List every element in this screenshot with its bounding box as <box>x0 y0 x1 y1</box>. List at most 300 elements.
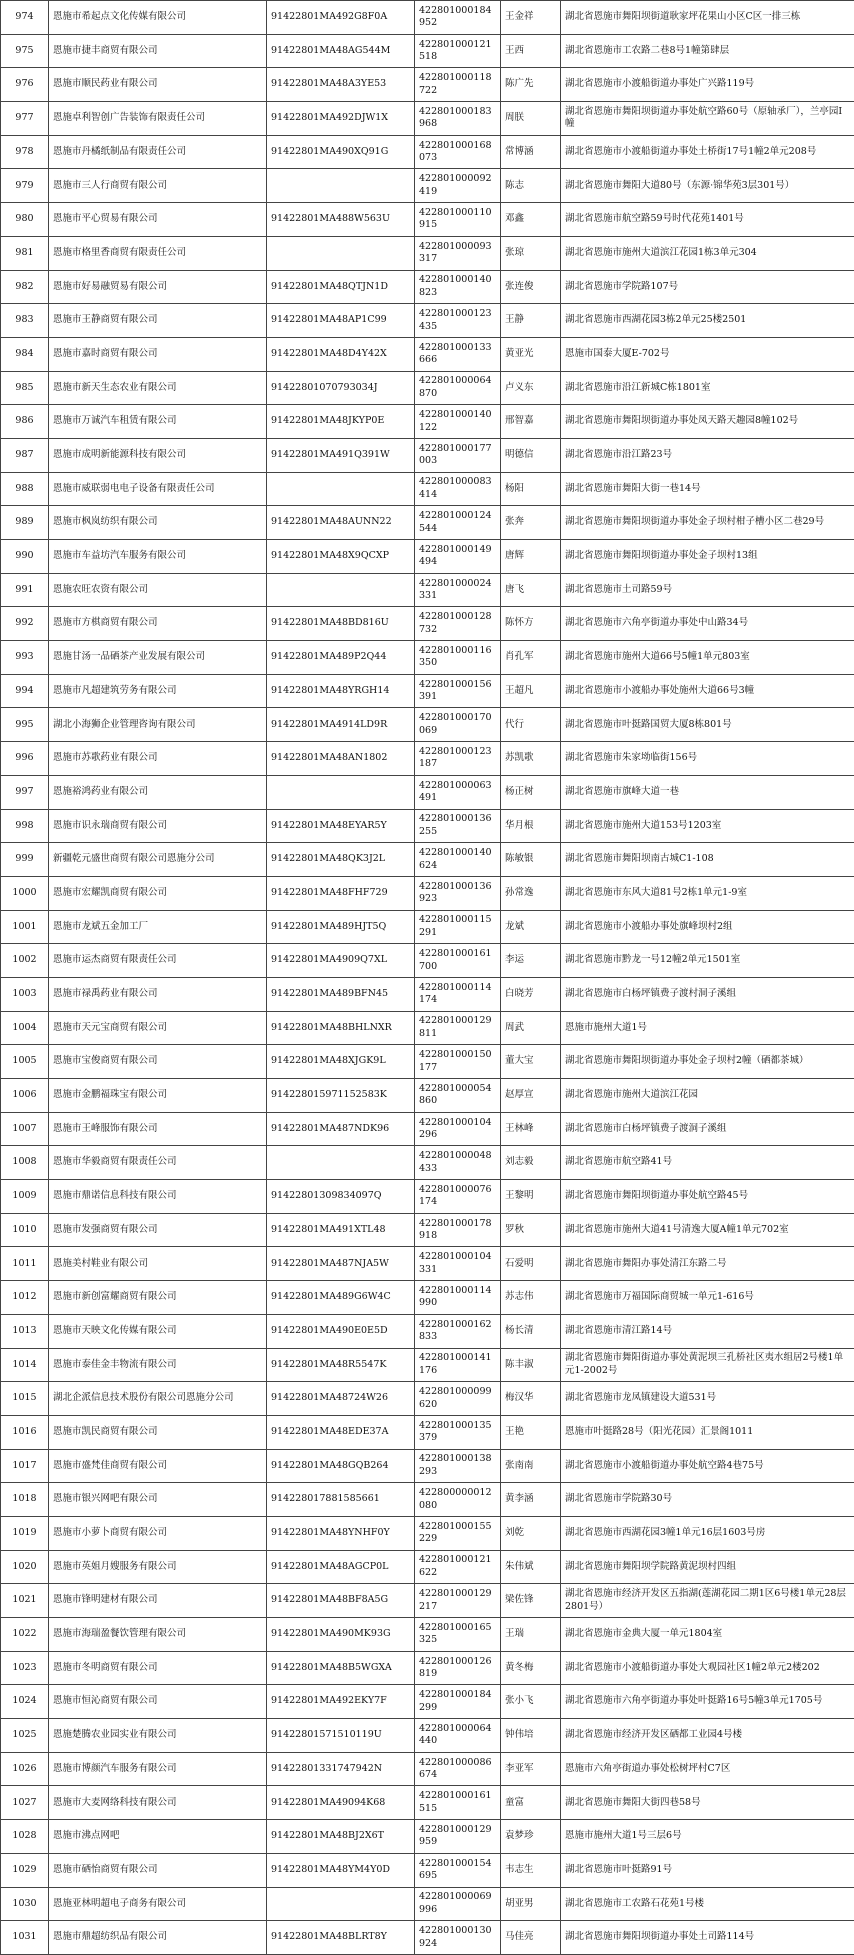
table-row <box>1 1045 854 1079</box>
company-name-cell: 恩施市宝俊商贸有限公司 <box>49 1045 267 1079</box>
serial-number-cell: 1018 <box>1 1483 49 1517</box>
table-row <box>1 169 854 203</box>
registration-number-cell: 422801000129959 <box>415 1820 501 1854</box>
legal-representative-cell: 王金祥 <box>501 1 561 35</box>
legal-representative-cell: 卢义东 <box>501 371 561 405</box>
registration-number-cell: 422801000154695 <box>415 1853 501 1887</box>
address-cell: 恩施市叶挺路28号（阳光花园）汇景阁1011 <box>561 1415 854 1449</box>
table-row <box>1 1719 854 1753</box>
credit-code-cell: 91422801MA4909Q7XL <box>267 944 415 978</box>
table-row <box>1 1651 854 1685</box>
registration-number-cell: 422801000149494 <box>415 540 501 574</box>
legal-representative-cell: 明德信 <box>501 438 561 472</box>
company-name-cell: 恩施市英姐月嫂服务有限公司 <box>49 1550 267 1584</box>
address-cell: 湖北省恩施市万福国际商贸城一单元1-616号 <box>561 1281 854 1315</box>
registration-number-cell: 422801000129811 <box>415 1011 501 1045</box>
serial-number-cell: 1021 <box>1 1584 49 1618</box>
table-row <box>1 674 854 708</box>
credit-code-cell: 91422801MA48AN1802 <box>267 742 415 776</box>
serial-number-cell: 977 <box>1 102 49 136</box>
legal-representative-cell: 张奔 <box>501 506 561 540</box>
serial-number-cell: 997 <box>1 775 49 809</box>
credit-code-cell: 91422801MA48AGCP0L <box>267 1550 415 1584</box>
table-row <box>1 270 854 304</box>
table-row <box>1 1146 854 1180</box>
serial-number-cell: 1030 <box>1 1887 49 1921</box>
table-row <box>1 1382 854 1416</box>
registration-number-cell: 422801000083414 <box>415 472 501 506</box>
address-cell: 湖北省恩施市土司路59号 <box>561 573 854 607</box>
credit-code-cell: 91422801MA48XJGK9L <box>267 1045 415 1079</box>
registration-number-cell: 422801000104296 <box>415 1112 501 1146</box>
serial-number-cell: 982 <box>1 270 49 304</box>
serial-number-cell: 1004 <box>1 1011 49 1045</box>
legal-representative-cell: 白晓芳 <box>501 977 561 1011</box>
serial-number-cell: 985 <box>1 371 49 405</box>
serial-number-cell: 1020 <box>1 1550 49 1584</box>
legal-representative-cell: 马佳亮 <box>501 1921 561 1955</box>
serial-number-cell: 980 <box>1 203 49 237</box>
address-cell: 恩施市施州大道1号三层6号 <box>561 1820 854 1854</box>
serial-number-cell: 1002 <box>1 944 49 978</box>
legal-representative-cell: 代行 <box>501 708 561 742</box>
table-row <box>1 304 854 338</box>
table-row <box>1 809 854 843</box>
address-cell: 湖北省恩施市西湖花园3栋2单元25楼2501 <box>561 304 854 338</box>
credit-code-cell: 91422801070793034J <box>267 371 415 405</box>
table-row <box>1 1752 854 1786</box>
company-name-cell: 恩施市金鹏福珠宝有限公司 <box>49 1079 267 1113</box>
legal-representative-cell: 钟伟培 <box>501 1719 561 1753</box>
company-name-cell: 恩施农旺农资有限公司 <box>49 573 267 607</box>
credit-code-cell: 91422801MA492DJW1X <box>267 102 415 136</box>
address-cell: 湖北省恩施市黔龙一号12幢2单元1501室 <box>561 944 854 978</box>
company-name-cell: 恩施市华毅商贸有限责任公司 <box>49 1146 267 1180</box>
legal-representative-cell: 韦志生 <box>501 1853 561 1887</box>
legal-representative-cell: 王西 <box>501 34 561 68</box>
company-name-cell: 恩施市方棋商贸有限公司 <box>49 607 267 641</box>
registration-number-cell: 422801000161515 <box>415 1786 501 1820</box>
legal-representative-cell: 王静 <box>501 304 561 338</box>
registration-number-cell: 422801000155229 <box>415 1516 501 1550</box>
address-cell: 湖北省恩施市六角亭街道办事处叶挺路16号5幢3单元1705号 <box>561 1685 854 1719</box>
credit-code-cell: 91422801MA48JKYP0E <box>267 405 415 439</box>
credit-code-cell: 91422801MA487NJA5W <box>267 1247 415 1281</box>
address-cell: 湖北省恩施市舞阳坝学院路黄泥坝村四组 <box>561 1550 854 1584</box>
legal-representative-cell: 李运 <box>501 944 561 978</box>
credit-code-cell: 91422801MA48YRGH14 <box>267 674 415 708</box>
legal-representative-cell: 肖孔军 <box>501 641 561 675</box>
legal-representative-cell: 龙斌 <box>501 910 561 944</box>
credit-code-cell: 91422801MA489BFN45 <box>267 977 415 1011</box>
table-row <box>1 742 854 776</box>
serial-number-cell: 992 <box>1 607 49 641</box>
company-name-cell: 恩施市车益坊汽车服务有限公司 <box>49 540 267 574</box>
address-cell: 湖北省恩施市舞阳大道80号（东源·锦华苑3层301号） <box>561 169 854 203</box>
credit-code-cell: 91422801MA49094K68 <box>267 1786 415 1820</box>
legal-representative-cell: 周武 <box>501 1011 561 1045</box>
serial-number-cell: 988 <box>1 472 49 506</box>
serial-number-cell: 1006 <box>1 1079 49 1113</box>
serial-number-cell: 981 <box>1 236 49 270</box>
credit-code-cell <box>267 472 415 506</box>
registration-number-cell: 422801000086674 <box>415 1752 501 1786</box>
legal-representative-cell: 王瑞 <box>501 1618 561 1652</box>
serial-number-cell: 995 <box>1 708 49 742</box>
registration-number-cell: 422801000133666 <box>415 337 501 371</box>
legal-representative-cell: 张小飞 <box>501 1685 561 1719</box>
credit-code-cell: 91422801MA48BJ2X6T <box>267 1820 415 1854</box>
table-row <box>1 506 854 540</box>
address-cell: 湖北省恩施市学院路30号 <box>561 1483 854 1517</box>
address-cell: 湖北省恩施市施州大道滨江花园1栋3单元304 <box>561 236 854 270</box>
serial-number-cell: 994 <box>1 674 49 708</box>
table-row <box>1 1786 854 1820</box>
address-cell: 湖北省恩施市施州大道41号清逸大厦A幢1单元702室 <box>561 1213 854 1247</box>
credit-code-cell: 91422801MA48BD816U <box>267 607 415 641</box>
company-name-cell: 恩施市天映文化传媒有限公司 <box>49 1314 267 1348</box>
legal-representative-cell: 罗秋 <box>501 1213 561 1247</box>
company-name-cell: 恩施市格里香商贸有限责任公司 <box>49 236 267 270</box>
address-cell: 湖北省恩施市小渡船办事处旗峰坝村2组 <box>561 910 854 944</box>
table-row <box>1 236 854 270</box>
address-cell: 湖北省恩施市东风大道81号2栋1单元1-9室 <box>561 876 854 910</box>
address-cell: 湖北省恩施市经济开发区硒都工业园4号楼 <box>561 1719 854 1753</box>
company-name-cell: 湖北企派信息技术股份有限公司恩施分公司 <box>49 1382 267 1416</box>
legal-representative-cell: 邓鑫 <box>501 203 561 237</box>
company-name-cell: 恩施市成明新能源科技有限公司 <box>49 438 267 472</box>
serial-number-cell: 993 <box>1 641 49 675</box>
credit-code-cell: 91422801MA489P2Q44 <box>267 641 415 675</box>
serial-number-cell: 1029 <box>1 1853 49 1887</box>
table-row <box>1 1685 854 1719</box>
legal-representative-cell: 张连俊 <box>501 270 561 304</box>
table-row <box>1 438 854 472</box>
table-row <box>1 337 854 371</box>
address-cell: 湖北省恩施市施州大道153号1203室 <box>561 809 854 843</box>
company-name-cell: 恩施市万诚汽车租赁有限公司 <box>49 405 267 439</box>
table-row <box>1 573 854 607</box>
company-name-cell: 恩施裕鸿药业有限公司 <box>49 775 267 809</box>
registration-number-cell: 422801000168073 <box>415 135 501 169</box>
company-name-cell: 恩施市枫岚纺织有限公司 <box>49 506 267 540</box>
credit-code-cell: 91422801MA48FHF729 <box>267 876 415 910</box>
legal-representative-cell: 梅汉华 <box>501 1382 561 1416</box>
legal-representative-cell: 陈广先 <box>501 68 561 102</box>
table-row <box>1 1348 854 1382</box>
registration-number-cell: 422801000136923 <box>415 876 501 910</box>
legal-representative-cell: 杨阳 <box>501 472 561 506</box>
registration-number-cell: 422801000177003 <box>415 438 501 472</box>
company-name-cell: 恩施市海瑞盈餐饮管理有限公司 <box>49 1618 267 1652</box>
address-cell: 湖北省恩施市舞阳大街四巷58号 <box>561 1786 854 1820</box>
company-name-cell: 恩施市三人行商贸有限公司 <box>49 169 267 203</box>
legal-representative-cell: 唐飞 <box>501 573 561 607</box>
company-name-cell: 恩施市泰佳金丰物流有限公司 <box>49 1348 267 1382</box>
credit-code-cell: 91422801MA48AG544M <box>267 34 415 68</box>
legal-representative-cell: 王艳 <box>501 1415 561 1449</box>
table-row <box>1 843 854 877</box>
company-name-cell: 恩施市王峰服饰有限公司 <box>49 1112 267 1146</box>
credit-code-cell: 91422801MA491XTL48 <box>267 1213 415 1247</box>
company-name-cell: 恩施市苏歌药业有限公司 <box>49 742 267 776</box>
credit-code-cell: 91422801MA491Q391W <box>267 438 415 472</box>
serial-number-cell: 1003 <box>1 977 49 1011</box>
table-row <box>1 1618 854 1652</box>
company-name-cell: 恩施市恒沁商贸有限公司 <box>49 1685 267 1719</box>
registration-number-cell: 422801000170069 <box>415 708 501 742</box>
registration-number-cell: 422801000104331 <box>415 1247 501 1281</box>
table-row <box>1 1483 854 1517</box>
credit-code-cell: 91422801MA48QTJN1D <box>267 270 415 304</box>
company-name-cell: 恩施市沸点网吧 <box>49 1820 267 1854</box>
credit-code-cell <box>267 775 415 809</box>
table-row <box>1 203 854 237</box>
table-row <box>1 135 854 169</box>
address-cell: 湖北省恩施市小渡船办事处施州大道66号3幢 <box>561 674 854 708</box>
credit-code-cell: 91422801MA48724W26 <box>267 1382 415 1416</box>
table-row <box>1 1550 854 1584</box>
company-name-cell: 恩施楚腾农业园实业有限公司 <box>49 1719 267 1753</box>
company-name-cell: 恩施市银兴网吧有限公司 <box>49 1483 267 1517</box>
company-name-cell: 恩施市丹橘纸制品有限责任公司 <box>49 135 267 169</box>
address-cell: 湖北省恩施市小渡船街道办事处土桥街17号1幢2单元208号 <box>561 135 854 169</box>
company-name-cell: 恩施市发强商贸有限公司 <box>49 1213 267 1247</box>
address-cell: 湖北省恩施市施州大道滨江花园 <box>561 1079 854 1113</box>
address-cell: 湖北省恩施市舞阳街道办事处黄泥坝三孔桥社区夷水组居2号楼1单元1-2002号 <box>561 1348 854 1382</box>
serial-number-cell: 1012 <box>1 1281 49 1315</box>
serial-number-cell: 974 <box>1 1 49 35</box>
table-row <box>1 708 854 742</box>
company-name-cell: 恩施市龙斌五金加工厂 <box>49 910 267 944</box>
registration-number-cell: 422801000024331 <box>415 573 501 607</box>
company-name-cell: 恩施市盛梵佳商贸有限公司 <box>49 1449 267 1483</box>
credit-code-cell: 9142280130983​4097Q <box>267 1180 415 1214</box>
address-cell: 湖北省恩施市学院路107号 <box>561 270 854 304</box>
serial-number-cell: 987 <box>1 438 49 472</box>
credit-code-cell: 91422801MA490XQ91G <box>267 135 415 169</box>
table-row <box>1 1853 854 1887</box>
serial-number-cell: 1026 <box>1 1752 49 1786</box>
table-row <box>1 1180 854 1214</box>
registration-number-cell: 422801000140122 <box>415 405 501 439</box>
serial-number-cell: 1022 <box>1 1618 49 1652</box>
serial-number-cell: 991 <box>1 573 49 607</box>
address-cell: 湖北省恩施市舞阳坝街道办事处土司路114号 <box>561 1921 854 1955</box>
table-row <box>1 1 854 35</box>
company-name-cell: 恩施市天元宝商贸有限公司 <box>49 1011 267 1045</box>
address-cell: 湖北省恩施市舞阳坝街道办事处金子坝村柑子槽小区二巷29号 <box>561 506 854 540</box>
registration-number-cell: 422801000140823 <box>415 270 501 304</box>
legal-representative-cell: 刘乾 <box>501 1516 561 1550</box>
registration-number-cell: 422801000069996 <box>415 1887 501 1921</box>
credit-code-cell <box>267 1146 415 1180</box>
table-row <box>1 1213 854 1247</box>
registration-number-cell: 422801000123435 <box>415 304 501 338</box>
table-row <box>1 1314 854 1348</box>
table-row <box>1 910 854 944</box>
legal-representative-cell: 袁梦珍 <box>501 1820 561 1854</box>
serial-number-cell: 978 <box>1 135 49 169</box>
address-cell: 湖北省恩施市舞阳坝街道办事处航空路60号（原轴承厂），兰亭园I幢 <box>561 102 854 136</box>
table-row <box>1 540 854 574</box>
serial-number-cell: 1031 <box>1 1921 49 1955</box>
table-row <box>1 405 854 439</box>
credit-code-cell: 91422801MA490E0E5D <box>267 1314 415 1348</box>
address-cell: 湖北省恩施市舞阳大街一巷14号 <box>561 472 854 506</box>
registration-number-cell: 422801000114990 <box>415 1281 501 1315</box>
company-name-cell: 恩施甘汤一品硒茶产业发展有限公司 <box>49 641 267 675</box>
address-cell: 湖北省恩施市航空路41号 <box>561 1146 854 1180</box>
credit-code-cell: 91422801MA48BLRT8Y <box>267 1921 415 1955</box>
address-cell: 湖北省恩施市舞阳坝街道办事处航空路45号 <box>561 1180 854 1214</box>
registration-number-cell: 422801000048433 <box>415 1146 501 1180</box>
legal-representative-cell: 刘志毅 <box>501 1146 561 1180</box>
serial-number-cell: 1027 <box>1 1786 49 1820</box>
credit-code-cell <box>267 1887 415 1921</box>
table-row <box>1 1820 854 1854</box>
company-name-cell: 恩施市新创富耀商贸有限公司 <box>49 1281 267 1315</box>
legal-representative-cell: 苏志伟 <box>501 1281 561 1315</box>
registration-number-cell: 422801000123187 <box>415 742 501 776</box>
credit-code-cell: 91422801MA489G6W4C <box>267 1281 415 1315</box>
registration-number-cell: 422801000128732 <box>415 607 501 641</box>
address-cell: 湖北省恩施市舞阳坝街道办事处金子坝村13组 <box>561 540 854 574</box>
legal-representative-cell: 孙常逸 <box>501 876 561 910</box>
legal-representative-cell: 周朕 <box>501 102 561 136</box>
credit-code-cell: 91422801MA492EKY7F <box>267 1685 415 1719</box>
table-body <box>1 1 854 1955</box>
credit-code-cell: 914228015971152583K <box>267 1079 415 1113</box>
table-row <box>1 1516 854 1550</box>
registration-number-cell: 422801000150177 <box>415 1045 501 1079</box>
legal-representative-cell: 张南南 <box>501 1449 561 1483</box>
table-row <box>1 1921 854 1955</box>
credit-code-cell: 91422801MA48YM4Y0D <box>267 1853 415 1887</box>
registration-number-cell: 422801000116350 <box>415 641 501 675</box>
address-cell: 湖北省恩施市清江路14号 <box>561 1314 854 1348</box>
credit-code-cell: 91422801MA48EYAR5Y <box>267 809 415 843</box>
company-name-cell: 恩施市顺民药业有限公司 <box>49 68 267 102</box>
table-row <box>1 641 854 675</box>
address-cell: 湖北省恩施市白杨坪镇费子渡洞子溪组 <box>561 1112 854 1146</box>
registration-number-cell: 422801000092419 <box>415 169 501 203</box>
credit-code-cell <box>267 573 415 607</box>
credit-code-cell: 91422801MA48R5547K <box>267 1348 415 1382</box>
address-cell: 湖北省恩施市白杨坪镇费子渡村洞子溪组 <box>561 977 854 1011</box>
serial-number-cell: 1015 <box>1 1382 49 1416</box>
serial-number-cell: 989 <box>1 506 49 540</box>
company-name-cell: 恩施市平心贸易有限公司 <box>49 203 267 237</box>
company-name-cell: 恩施市凯民商贸有限公司 <box>49 1415 267 1449</box>
address-cell: 湖北省恩施市西湖花园3幢1单元16层1603号房 <box>561 1516 854 1550</box>
table-row <box>1 68 854 102</box>
credit-code-cell: 91422801MA490MK93G <box>267 1618 415 1652</box>
legal-representative-cell: 华月根 <box>501 809 561 843</box>
serial-number-cell: 975 <box>1 34 49 68</box>
serial-number-cell: 1007 <box>1 1112 49 1146</box>
table-row <box>1 472 854 506</box>
registration-number-cell: 422801000064440 <box>415 1719 501 1753</box>
legal-representative-cell: 朱伟斌 <box>501 1550 561 1584</box>
address-cell: 湖北省恩施市沿江路23号 <box>561 438 854 472</box>
legal-representative-cell: 黄冬梅 <box>501 1651 561 1685</box>
serial-number-cell: 1028 <box>1 1820 49 1854</box>
registration-number-cell: 422801000138293 <box>415 1449 501 1483</box>
serial-number-cell: 1000 <box>1 876 49 910</box>
company-name-cell: 恩施亚林明超电子商务有限公司 <box>49 1887 267 1921</box>
credit-code-cell <box>267 236 415 270</box>
registration-number-cell: 422801000135379 <box>415 1415 501 1449</box>
company-name-cell: 恩施市王静商贸有限公司 <box>49 304 267 338</box>
credit-code-cell: 91422801MA48D4Y42X <box>267 337 415 371</box>
legal-representative-cell: 梁佐锋 <box>501 1584 561 1618</box>
registration-number-cell: 422801000064870 <box>415 371 501 405</box>
address-cell: 湖北省恩施市叶挺路91号 <box>561 1853 854 1887</box>
credit-code-cell: 91422801MA48AUNN22 <box>267 506 415 540</box>
address-cell: 恩施市施州大道1号 <box>561 1011 854 1045</box>
address-cell: 湖北省恩施市金典大厦一单元1804室 <box>561 1618 854 1652</box>
registration-number-cell: 422801000178918 <box>415 1213 501 1247</box>
table-row <box>1 1887 854 1921</box>
registration-number-cell: 422801000054860 <box>415 1079 501 1113</box>
serial-number-cell: 1009 <box>1 1180 49 1214</box>
registration-number-cell: 422801000121518 <box>415 34 501 68</box>
company-name-cell: 恩施市博颜汽车服务有限公司 <box>49 1752 267 1786</box>
table-row <box>1 371 854 405</box>
legal-representative-cell: 董大宝 <box>501 1045 561 1079</box>
credit-code-cell: 91422801MA48BF8A5G <box>267 1584 415 1618</box>
registration-number-cell: 422801000130924 <box>415 1921 501 1955</box>
address-cell: 湖北省恩施市旗峰大道一巷 <box>561 775 854 809</box>
serial-number-cell: 1016 <box>1 1415 49 1449</box>
address-cell: 湖北省恩施市舞阳坝街道办事处凤天路天趣园8幢102号 <box>561 405 854 439</box>
registration-number-cell: 422801000093317 <box>415 236 501 270</box>
registration-number-cell: 422801000161700 <box>415 944 501 978</box>
registration-number-cell: 422801000114174 <box>415 977 501 1011</box>
registration-number-cell: 422801000124544 <box>415 506 501 540</box>
legal-representative-cell: 张琼 <box>501 236 561 270</box>
company-name-cell: 恩施市捷丰商贸有限公司 <box>49 34 267 68</box>
registration-number-cell: 422801000183968 <box>415 102 501 136</box>
credit-code-cell: 91422801571510119U <box>267 1719 415 1753</box>
serial-number-cell: 999 <box>1 843 49 877</box>
address-cell: 湖北省恩施市龙凤镇建设大道531号 <box>561 1382 854 1416</box>
legal-representative-cell: 常博涵 <box>501 135 561 169</box>
registration-number-cell: 422801000110915 <box>415 203 501 237</box>
table-row <box>1 1079 854 1113</box>
serial-number-cell: 996 <box>1 742 49 776</box>
address-cell: 湖北省恩施市舞阳坝街道耿家坪花果山小区C区一排三栋 <box>561 1 854 35</box>
credit-code-cell: 91422801MA48QK3J2L <box>267 843 415 877</box>
company-name-cell: 恩施市硒怡商贸有限公司 <box>49 1853 267 1887</box>
table-row <box>1 977 854 1011</box>
table-row <box>1 1112 854 1146</box>
table-row <box>1 34 854 68</box>
credit-code-cell: 91422801MA48A3YE53 <box>267 68 415 102</box>
company-name-cell: 恩施市禄禹药业有限公司 <box>49 977 267 1011</box>
serial-number-cell: 979 <box>1 169 49 203</box>
table-row <box>1 1415 854 1449</box>
address-cell: 湖北省恩施市朱家坳临街156号 <box>561 742 854 776</box>
registration-number-cell: 422801000141176 <box>415 1348 501 1382</box>
legal-representative-cell: 黄李涵 <box>501 1483 561 1517</box>
registration-number-cell: 422801000140624 <box>415 843 501 877</box>
registration-number-cell: 422801000118722 <box>415 68 501 102</box>
legal-representative-cell: 胡亚男 <box>501 1887 561 1921</box>
table-row <box>1 1584 854 1618</box>
address-cell: 湖北省恩施市小渡船街道办事处大观园社区1幢2单元2楼202 <box>561 1651 854 1685</box>
